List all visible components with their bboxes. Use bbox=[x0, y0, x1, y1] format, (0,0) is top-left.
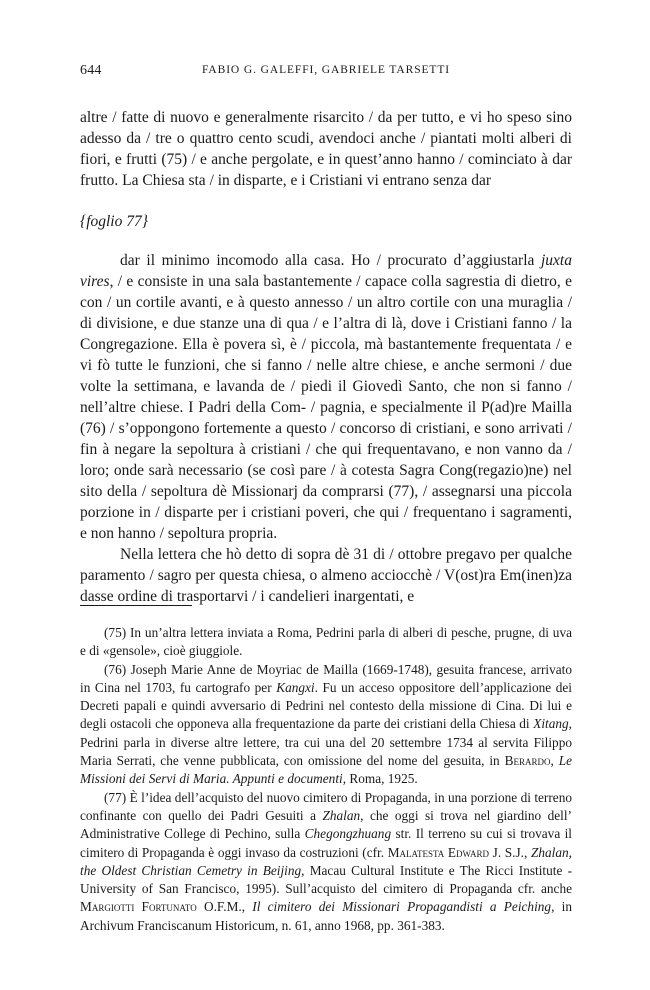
folio-marker: {foglio 77} bbox=[80, 213, 148, 230]
footnote-77-author-1: Malatesta Edward J. S.J. bbox=[387, 844, 525, 860]
paragraph-2-text-a: dar il minimo incomodo alla casa. Ho / procurato d’aggiustarla bbox=[120, 252, 541, 269]
latin-phrase: juxta vires bbox=[80, 252, 572, 290]
footnote-77-title-2: Il cimitero dei Missionari Propagandisti a Peiching bbox=[252, 899, 552, 915]
main-text bbox=[80, 107, 572, 607]
footnote-77-text: , che oggi si trova nel giardino dell’ Administrative College di Pechino, sulla bbox=[80, 807, 572, 842]
page-header bbox=[80, 63, 572, 81]
footnote-75: (75) In un’altra lettera inviata a Roma, Pedrini parla di alberi di pesche, prugne, di uva e di «gensole», cioè giuggiole. bbox=[80, 625, 572, 659]
paragraph-1: altre / fatte di nuovo e generalmente risarcito / da per tutto, e vi ho speso sino adesso da / tre o quattro cento scudi, avendoci anche / piantati molti alberi di fiori, e frutti (75) / e anche pergolate, e in quest’anno hanno / cominciato à dar frutto. La Chiesa sta / in disparte, e i Cristiani vi entrano senza dar bbox=[80, 109, 572, 189]
footnote-76-text: (76) Joseph Marie Anne de Moyriac de Mailla (1669-1748), gesuita francese, arrivato in Cina nel 1703, fu cartografo per bbox=[80, 661, 572, 695]
footnote-77-street: Chegongzhuang bbox=[304, 826, 392, 842]
footnote-76-xitang: Xitang bbox=[533, 716, 569, 732]
footnote-76 bbox=[80, 661, 572, 789]
footnote-77 bbox=[80, 789, 572, 935]
page-number: 644 bbox=[80, 63, 102, 78]
footnote-77-author-2: Margiotti Fortunato O.F.M. bbox=[80, 899, 242, 915]
paragraph-2-text-b: , / e consiste in una sala bastantemente / capace colla sagrestia di dietro, e con / un cortile avanti, e à questo annesso / un altro cortile con una muraglia / di divisione, e due stanze una di qua / e l’altra di là, dove i Cristiani fanno / la Congregazione. Ella è povera sì, è / piccola, mà bastantemente frequentata / e vi fò tutte le funzioni, che si fanno / nelle altre chiese, e anche sermoni / due volte la settimana, e lavanda de / piedi il Giovedì Santo, che non si fanno / nell’altre chiese. I Padri della Com- / pagnia, e specialmente il P(ad)re Mailla (76) / s’oppongono fortemente a questo / concorso di cristiani, e sono arrivati / fin à negare la sepoltura à cristiani / che qui frequentavano, e non vanno da / loro; onde sarà necessario (se così pare / à cotesta Sagra Cong(regazio)ne) nel sito della / sepoltura dè Missionarj da comprarsi (77), / assegnarsi una piccola porzione in / disparte per i cristiani poveri, che qui / frequentano i sagramenti, e non hanno / sepoltura propria. bbox=[80, 273, 572, 542]
footnote-76-text: , Roma, 1925. bbox=[342, 771, 418, 787]
footnote-separator bbox=[80, 605, 192, 606]
running-head: FABIO G. GALEFFI, GABRIELE TARSETTI bbox=[201, 64, 450, 76]
footnote-77-text: (77) È l’idea dell’acquisto del nuovo cimitero di Propaganda, in una porzione di terreno confinante con quello dei Padri Gesuiti a bbox=[80, 789, 572, 823]
footnote-77-text: , Macau Cultural Institute e The Ricci Institute - University of San Francisco, 1995). Sull’acquisto del cimitero di Propaganda cfr. anche bbox=[80, 862, 573, 897]
footnote-77-place: Zhalan bbox=[322, 807, 361, 823]
footnote-77-text: , bbox=[524, 844, 531, 860]
footnote-76-text: , bbox=[550, 753, 559, 769]
footnote-76-author: Berardo bbox=[504, 753, 551, 769]
footnote-76-text: , Pedrini parla in diverse altre lettere, tra cui una del 20 settembre 1734 al servita Filippo Maria Serrati, che venne pubblicata, con omissione del nome del gesuita, in bbox=[80, 716, 572, 769]
footnote-77-title-1: Zhalan, the Oldest Christian Cemetry in Beijing bbox=[80, 844, 572, 878]
footnote-76-kangxi: Kangxi bbox=[276, 679, 315, 695]
footnote-76-text: . Fu un acceso oppositore dell’applicazione dei Decreti papali e quindi avversario di Pedrini nel contesto della missione di Cina. Di lui e degli ostacoli che opponeva alla frequentazione da parte dei cristiani della Chiesa di bbox=[80, 679, 572, 732]
footnote-77-text: , in Archivum Franciscanum Historicum, n. 61, anno 1968, pp. 361-383. bbox=[80, 899, 572, 933]
footnote-76-book-title: Le Missioni dei Servi di Maria. Appunti e documenti bbox=[80, 753, 572, 787]
paragraph-2 bbox=[80, 250, 572, 544]
footnote-77-text: , bbox=[241, 899, 253, 915]
paragraph-3: Nella lettera che hò detto di sopra dè 31 di / ottobre pregavo per qualche paramento / sagro per questa chiesa, o almeno acciocchè / V(ost)ra Em(inen)za dasse ordine di trasportarvi / i candelieri inargentati, e bbox=[80, 546, 572, 605]
footnote-77-text: str. Il terreno su cui si trovava il cimitero di Propaganda è oggi invaso da costruzioni (cfr. bbox=[80, 826, 572, 860]
footnotes bbox=[80, 624, 572, 935]
